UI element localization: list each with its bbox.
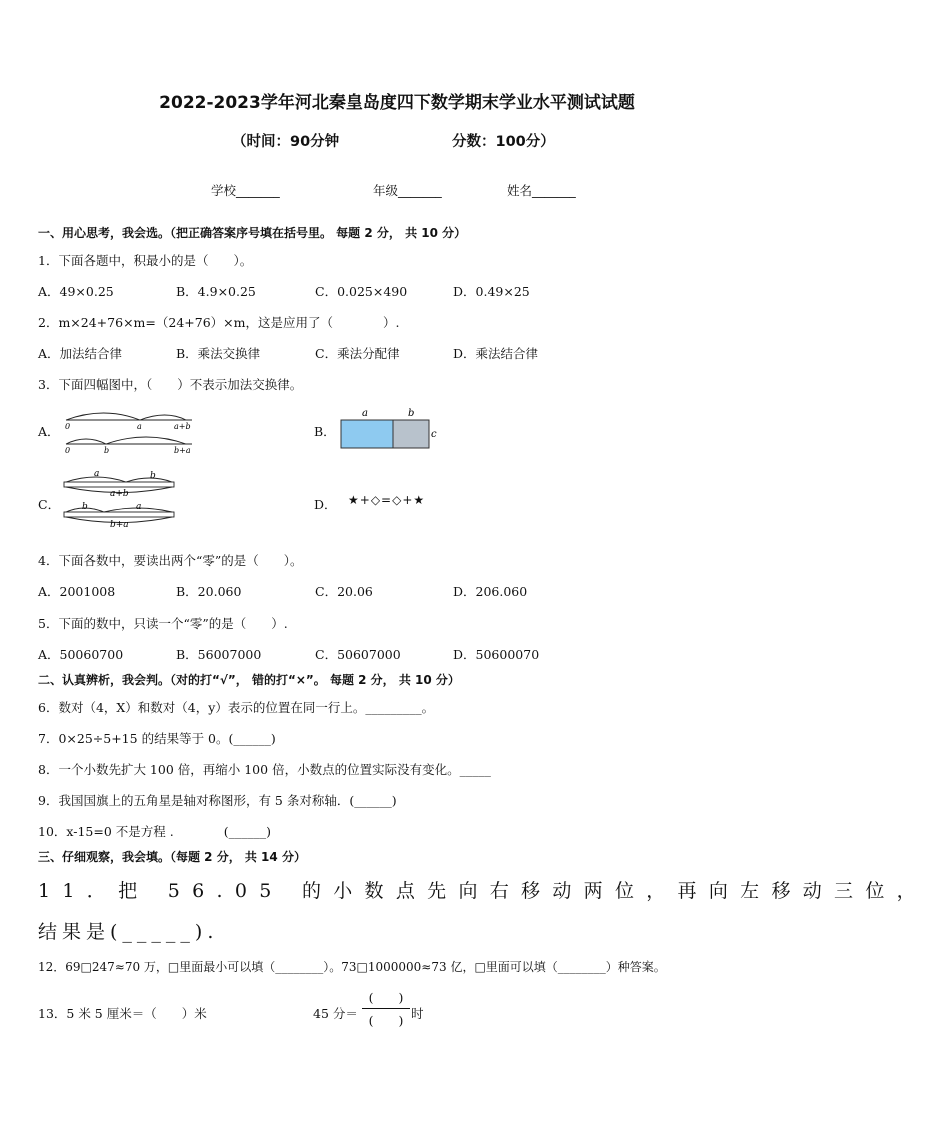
- fig-c-label-a-bottom: a: [136, 502, 142, 512]
- q4-option-b: B．20.060: [176, 584, 242, 599]
- question-2: 2．m×24+76×m=（24+76）×m，这是应用了（ ）.: [38, 315, 400, 330]
- q3-option-d-label: D．: [314, 497, 337, 512]
- section-2-heading: 二、认真辨析，我会判。（对的打“√”， 错的打“×”。 每题 2 分， 共 10 分）: [38, 673, 460, 687]
- q2-option-a: A．加法结合律: [38, 346, 123, 361]
- fig-b-label-b: b: [408, 408, 415, 419]
- section-3-heading: 三、仔细观察，我会填。（每题 2 分， 共 14 分）: [38, 850, 306, 864]
- question-6: 6．数对（4，X）和数对（4，y）表示的位置在同一行上。_________。: [38, 700, 435, 715]
- fig-a-tick-0-bottom: 0: [65, 446, 71, 455]
- name-field: 姓名_______: [507, 183, 576, 198]
- question-8: 8．一个小数先扩大 100 倍，再缩小 100 倍，小数点的位置实际没有变化。_____: [38, 762, 491, 777]
- fig-b-rect-b: [393, 420, 429, 448]
- question-4: 4．下面各数中，要读出两个“零”的是（ ）。: [38, 553, 303, 568]
- q5-option-c: C．50607000: [315, 647, 401, 662]
- fig-c-label-a-top: a: [94, 469, 100, 479]
- fig-c-label-a-plus-b: a+b: [110, 489, 129, 499]
- q3-figure-c: [60, 466, 180, 530]
- q4-option-d: D．206.060: [453, 584, 528, 599]
- q1-option-b: B．4.9×0.25: [176, 284, 256, 299]
- q3-figure-d: ★+◇=◇+★: [348, 493, 426, 507]
- question-7: 7．0×25÷5+15 的结果等于 0。(______): [38, 731, 276, 746]
- question-11-line-2: 结果是(_____).: [38, 921, 219, 943]
- q5-option-d: D．50600070: [453, 647, 540, 662]
- exam-time: （时间：90分钟: [232, 134, 340, 150]
- question-11-line-1: 11．把 56.05 的小数点先向右移动两位，再向左移动三位，: [38, 880, 928, 902]
- fig-a-tick-b: b: [104, 446, 110, 455]
- fig-c-label-b-top: b: [150, 471, 156, 481]
- question-10: 10．x-15=0 不是方程 . (______): [38, 824, 271, 839]
- q13-fraction-bar: [362, 1008, 410, 1009]
- exam-score: 分数：100分）: [452, 134, 555, 150]
- q5-option-a: A．50060700: [38, 647, 124, 662]
- q4-option-a: A．2001008: [38, 584, 116, 599]
- q2-option-c: C．乘法分配律: [315, 346, 400, 361]
- question-9: 9．我国国旗上的五角星是轴对称图形，有 5 条对称轴．(______): [38, 793, 397, 808]
- q3-option-a-label: A．: [38, 424, 60, 439]
- school-field: 学校_______: [211, 183, 280, 198]
- q13-unit: 时: [411, 1006, 424, 1021]
- section-1-heading: 一、用心思考，我会选。（把正确答案序号填在括号里。 每题 2 分， 共 10 分）: [38, 226, 467, 240]
- question-12: 12．69□247≈70 万，□里面最小可以填（________）。73□1000000≈73 亿，□里面可以填（________）种答案。: [38, 960, 666, 974]
- fig-c-label-b-plus-a: b+a: [110, 520, 129, 530]
- fig-a-tick-a: a: [137, 422, 142, 431]
- q1-option-c: C．0.025×490: [315, 284, 408, 299]
- fig-a-tick-a-plus-b: a+b: [174, 422, 191, 431]
- fig-a-tick-b-plus-a: b+a: [174, 446, 191, 455]
- q4-option-c: C．20.06: [315, 584, 373, 599]
- question-5: 5．下面的数中，只读一个“零”的是（ ）.: [38, 616, 288, 631]
- question-3: 3．下面四幅图中，（ ）不表示加法交换律。: [38, 377, 303, 392]
- fig-b-label-c: c: [431, 429, 437, 440]
- fig-c-label-b-bottom: b: [82, 502, 88, 512]
- page-title: 2022-2023学年河北秦皇岛度四下数学期末学业水平测试试题: [159, 93, 635, 113]
- q2-option-d: D．乘法结合律: [453, 346, 539, 361]
- fig-b-rect-a: [341, 420, 393, 448]
- q3-figure-b: [338, 406, 448, 452]
- q3-option-c-label: C．: [38, 497, 61, 512]
- question-13-part-a: 13．5 米 5 厘米＝（ ）米: [38, 1006, 207, 1021]
- q13-fraction-denominator: ( ): [368, 1013, 404, 1028]
- grade-field: 年级_______: [373, 183, 442, 198]
- q3-option-b-label: B．: [314, 424, 336, 439]
- q1-option-d: D．0.49×25: [453, 284, 530, 299]
- q5-option-b: B．56007000: [176, 647, 262, 662]
- q1-option-a: A．49×0.25: [38, 284, 114, 299]
- q2-option-b: B．乘法交换律: [176, 346, 261, 361]
- q13-fraction-numerator: ( ): [368, 990, 404, 1005]
- q13-fraction: [362, 988, 410, 1029]
- question-13-part-b: 45 分＝: [313, 1006, 358, 1021]
- fig-a-tick-0-top: 0: [65, 422, 71, 431]
- fig-b-label-a: a: [362, 408, 368, 419]
- question-1: 1．下面各题中，积最小的是（ ）。: [38, 253, 253, 268]
- q3-figure-a: [60, 408, 200, 454]
